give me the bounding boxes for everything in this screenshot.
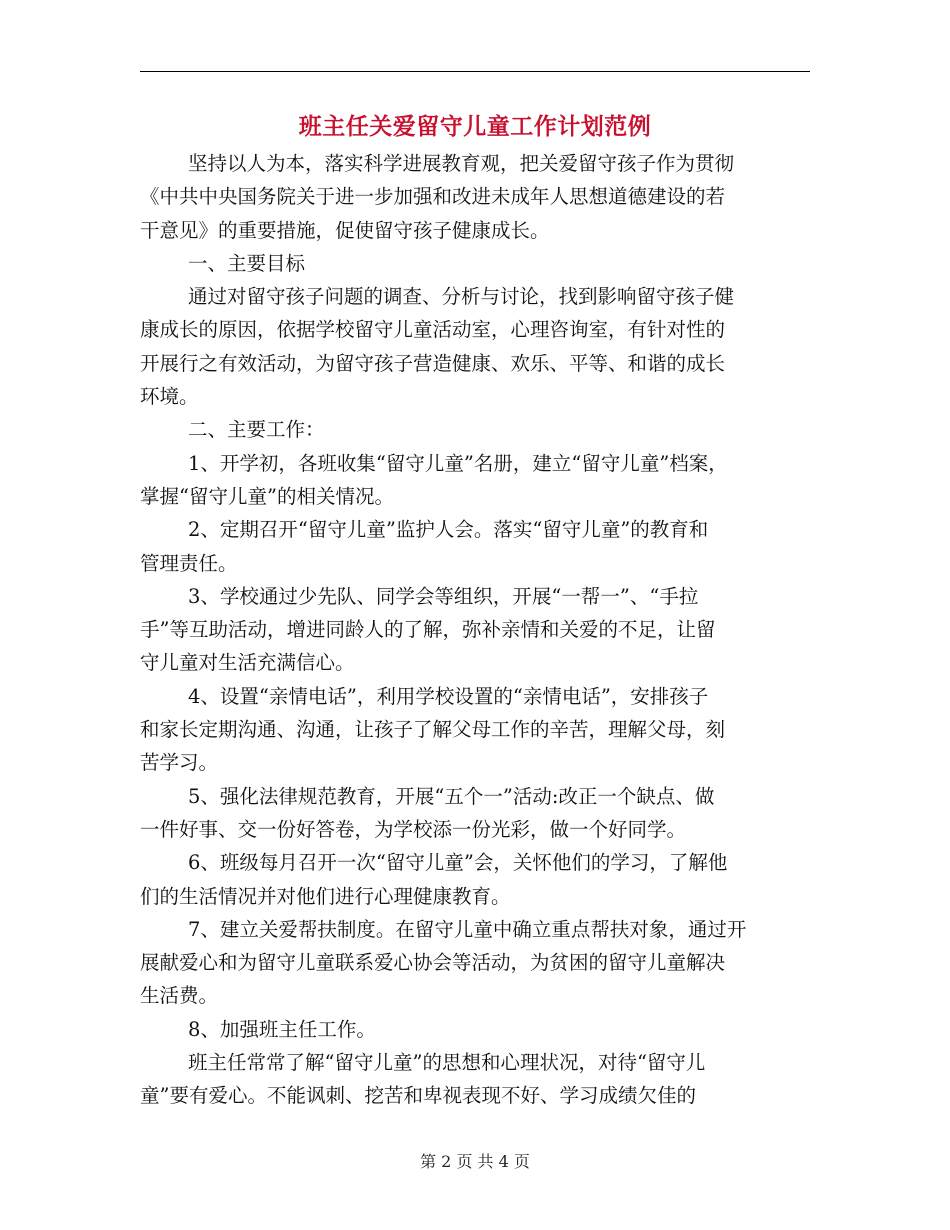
text-line: 6、班级每月召开一次“留守儿童”会，关怀他们的学习，了解他 xyxy=(188,851,728,875)
text-line: 管理责任。 xyxy=(140,551,238,575)
text-line: 一件好事、交一份好答卷，为学校添一份光彩，做一个好同学。 xyxy=(140,817,687,841)
paragraph-item-5 xyxy=(140,780,810,847)
paragraph-goals xyxy=(140,280,810,413)
text-line: 4、设置“亲情电话”，利用学校设置的“亲情电话”，安排孩子 xyxy=(188,684,709,708)
paragraph-item-4 xyxy=(140,680,810,780)
paragraph-item-1 xyxy=(140,447,810,514)
paragraph-teacher-work xyxy=(140,1046,810,1113)
text-line: 坚持以人为本，落实科学进展教育观，把关爱留守孩子作为贯彻 xyxy=(188,152,735,175)
document-title: 班主任关爱留守儿童工作计划范例 xyxy=(298,113,652,140)
text-line: 干意见》的重要措施，促使留守孩子健康成长。 xyxy=(140,218,550,242)
paragraph-item-2 xyxy=(140,513,810,580)
text-line: 展献爱心和为留守儿童联系爱心协会等活动，为贫困的留守儿童解决 xyxy=(140,951,726,975)
text-line: 生活费。 xyxy=(140,984,219,1008)
text-line: 2、定期召开“留守儿童”监护人会。落实“留守儿童”的教育和 xyxy=(188,518,709,542)
text-line: 通过对留守孩子问题的调查、分析与讨论，找到影响留守孩子健 xyxy=(188,285,735,309)
document-body xyxy=(140,147,810,1113)
section-heading-goals xyxy=(140,247,810,280)
text-line: 二、主要工作： xyxy=(188,418,325,442)
text-line: 们的生活情况并对他们进行心理健康教育。 xyxy=(140,884,511,908)
text-line: 5、强化法律规范教育，开展“五个一”活动:改正一个缺点、做 xyxy=(188,784,715,808)
paragraph-intro xyxy=(140,147,810,247)
paragraph-item-8 xyxy=(140,1013,810,1046)
page-footer: 第 2 页 共 4 页 xyxy=(420,1152,530,1171)
text-line: 8、加强班主任工作。 xyxy=(188,1017,376,1041)
paragraph-item-3 xyxy=(140,580,810,680)
text-line: 《中共中央国务院关于进一步加强和改进未成年人思想道德建设的若 xyxy=(140,185,726,209)
text-line: 班主任常常了解“留守儿童”的思想和心理状况，对待“留守儿 xyxy=(188,1051,706,1075)
text-line: 7、建立关爱帮扶制度。在留守儿童中确立重点帮扶对象，通过开 xyxy=(188,917,747,941)
text-line: 童”要有爱心。不能讽刺、挖苦和卑视表现不好、学习成绩欠佳的 xyxy=(140,1084,696,1108)
paragraph-item-6 xyxy=(140,846,810,913)
text-line: 环境。 xyxy=(140,385,199,409)
text-line: 1、开学初，各班收集“留守儿童”名册，建立“留守儿童”档案， xyxy=(188,451,728,475)
text-line: 和家长定期沟通、沟通，让孩子了解父母工作的辛苦，理解父母，刻 xyxy=(140,718,726,742)
text-line: 手”等互助活动，增进同龄人的了解，弥补亲情和关爱的不足，让留 xyxy=(140,618,716,642)
paragraph-item-7 xyxy=(140,913,810,1013)
text-line: 掌握“留守儿童”的相关情况。 xyxy=(140,484,394,508)
text-line: 苦学习。 xyxy=(140,751,219,775)
header-rule xyxy=(140,71,810,72)
text-line: 守儿童对生活充满信心。 xyxy=(140,651,355,675)
section-heading-work xyxy=(140,413,810,446)
text-line: 康成长的原因，依据学校留守儿童活动室，心理咨询室，有针对性的 xyxy=(140,318,726,342)
text-line: 一、主要目标 xyxy=(188,251,306,275)
text-line: 3、学校通过少先队、同学会等组织，开展“一帮一”、“手拉 xyxy=(188,584,699,608)
text-line: 开展行之有效活动，为留守孩子营造健康、欢乐、平等、和谐的成长 xyxy=(140,351,726,375)
